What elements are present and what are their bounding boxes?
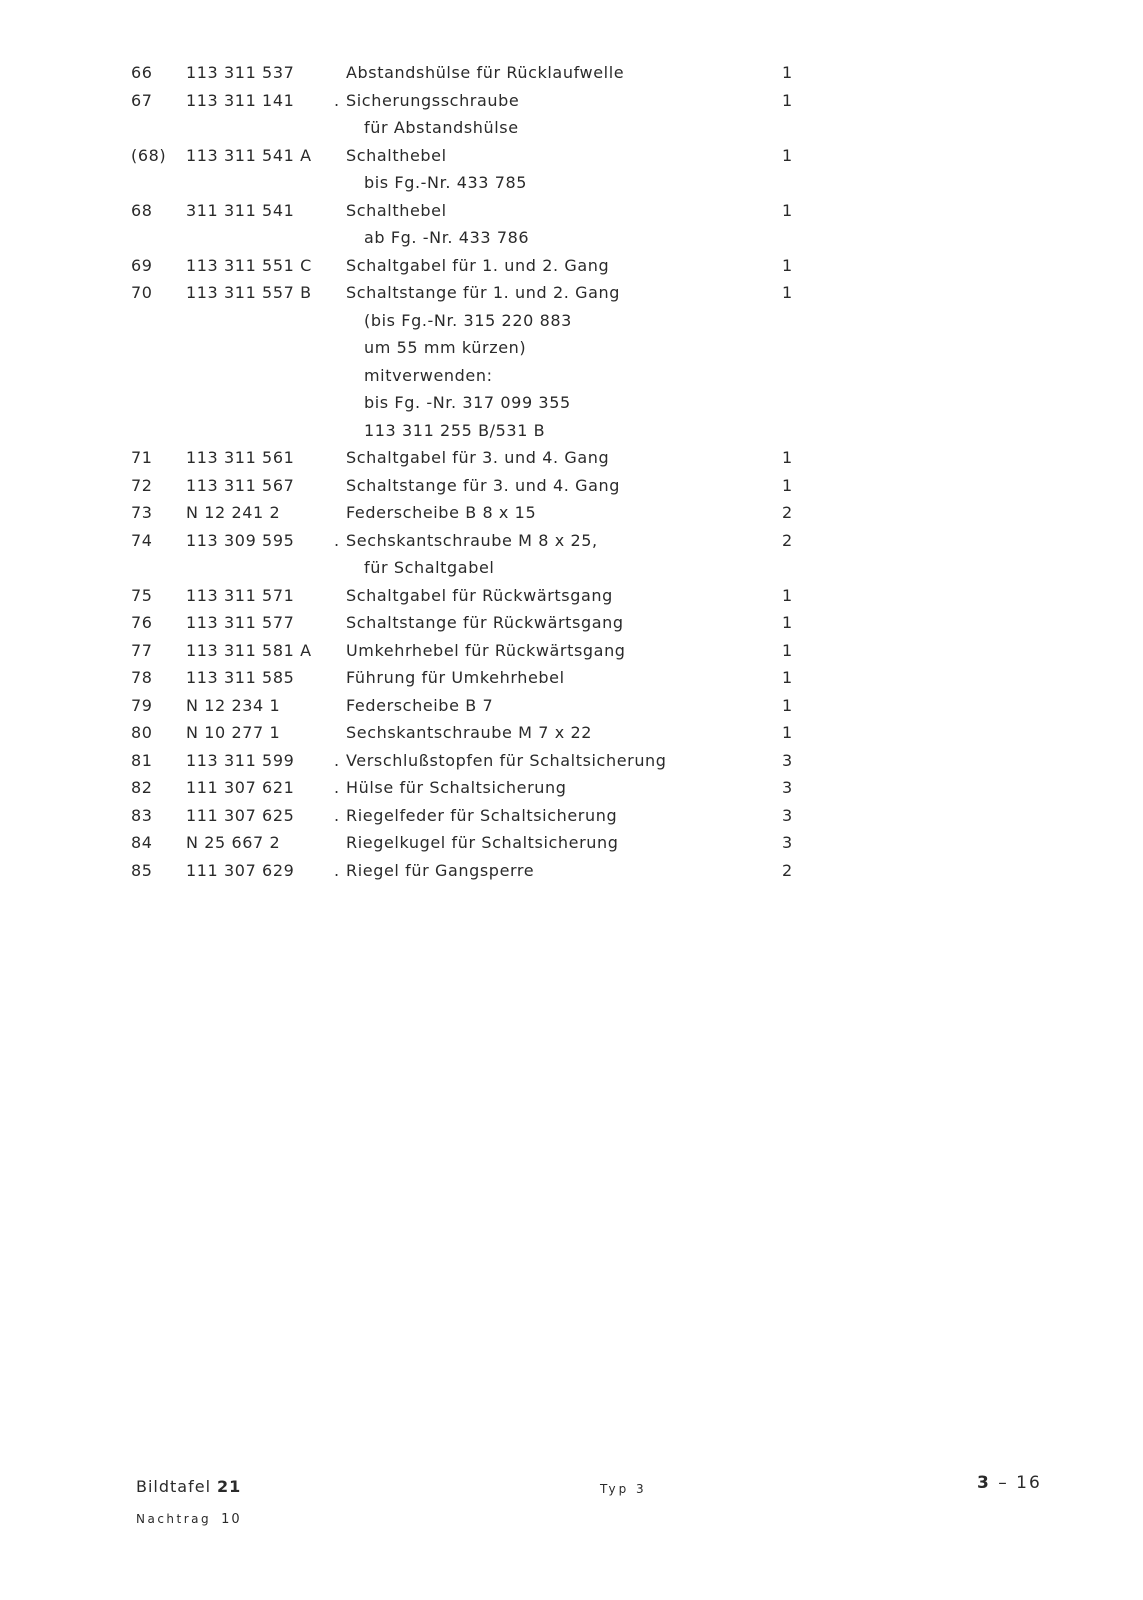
quantity: 1 [782, 585, 793, 605]
position-number: 73 [131, 503, 153, 522]
description: Riegel für Gangsperre [346, 860, 535, 880]
quantity: 1 [782, 90, 793, 110]
description: für Abstandshülse [364, 118, 519, 137]
description: Schaltstange für 3. und 4. Gang [346, 475, 621, 495]
description-cell [334, 802, 617, 830]
page-number [977, 1473, 1042, 1493]
table-row [0, 142, 1143, 170]
description-cell [364, 169, 527, 197]
part-number: N 12 241 2 [186, 503, 281, 522]
description-cell [334, 252, 609, 280]
position-number: 72 [131, 475, 153, 495]
description: Schaltstange für Rückwärtsgang [346, 613, 624, 632]
part-number: 113 311 571 [186, 585, 295, 605]
part-number: 111 307 629 [186, 860, 295, 880]
table-row [0, 527, 1143, 555]
table-row [0, 279, 1143, 307]
quantity: 1 [782, 255, 793, 275]
description-cell [364, 389, 571, 417]
table-row [0, 747, 1143, 775]
quantity: 1 [782, 200, 793, 220]
table-row [0, 829, 1143, 857]
description: Verschlußstopfen für Schaltsicherung [346, 750, 667, 770]
description-cell [364, 417, 545, 445]
table-row [0, 857, 1143, 885]
table-row [0, 609, 1143, 637]
position-number: (68) [131, 145, 167, 165]
table-row-continuation [0, 362, 1143, 390]
description: für Schaltgabel [364, 558, 495, 577]
description-cell [364, 224, 529, 252]
description-cell [334, 582, 613, 610]
supplement-label: Nachtrag [136, 1512, 212, 1526]
position-number: 74 [131, 530, 153, 550]
quantity: 1 [782, 695, 793, 715]
description: um 55 mm kürzen) [364, 338, 527, 357]
description-cell [334, 692, 493, 720]
quantity: 1 [782, 448, 793, 467]
position-number: 83 [131, 805, 153, 825]
description: Riegelkugel für Schaltsicherung [346, 833, 619, 852]
table-row-continuation [0, 389, 1143, 417]
position-number: 84 [131, 833, 153, 852]
table-row [0, 59, 1143, 87]
quantity: 1 [782, 283, 793, 302]
description: bis Fg.-Nr. 433 785 [364, 173, 528, 192]
table-row [0, 197, 1143, 225]
quantity: 1 [782, 613, 793, 632]
table-row [0, 774, 1143, 802]
part-number: 113 311 141 [186, 90, 295, 110]
description: Federscheibe B 8 x 15 [346, 503, 537, 522]
plate-label: Bildtafel [136, 1477, 212, 1496]
description-cell [334, 719, 592, 747]
description-cell [334, 279, 620, 307]
subitem-dot: . [334, 860, 340, 880]
description-cell [334, 499, 536, 527]
quantity: 1 [782, 723, 793, 742]
description-cell [334, 197, 447, 225]
part-number: N 25 667 2 [186, 833, 281, 852]
description: mitverwenden: [364, 365, 493, 385]
description: Schaltgabel für Rückwärtsgang [346, 585, 613, 605]
table-row-continuation [0, 169, 1143, 197]
position-number: 66 [131, 63, 153, 82]
table-row-continuation [0, 417, 1143, 445]
part-number: N 10 277 1 [186, 723, 281, 742]
description-cell [334, 637, 626, 665]
description: Sechskantschraube M 7 x 22 [346, 723, 593, 742]
part-number: 113 309 595 [186, 530, 295, 550]
part-number: 113 311 577 [186, 613, 295, 632]
part-number: 111 307 625 [186, 805, 295, 825]
description: Federscheibe B 7 [346, 695, 494, 715]
table-row [0, 664, 1143, 692]
table-row [0, 802, 1143, 830]
parts-list [0, 59, 1143, 884]
plate-reference [136, 1477, 241, 1496]
position-number: 68 [131, 200, 153, 220]
description: Schaltstange für 1. und 2. Gang [346, 283, 621, 302]
subitem-dot: . [334, 90, 340, 110]
part-number: 111 307 621 [186, 778, 295, 797]
type-label: Typ 3 [600, 1482, 647, 1496]
quantity: 3 [782, 805, 793, 825]
part-number: 311 311 541 [186, 200, 295, 220]
description: Schalthebel [346, 200, 447, 220]
quantity: 1 [782, 145, 793, 165]
description: Hülse für Schaltsicherung [346, 778, 567, 797]
part-number: 113 311 551 C [186, 255, 312, 275]
subitem-dot: . [334, 778, 340, 797]
description-cell [334, 857, 534, 885]
table-row [0, 472, 1143, 500]
table-row-continuation [0, 554, 1143, 582]
description: Sechskantschraube M 8 x 25, [346, 530, 598, 550]
quantity: 1 [782, 475, 793, 495]
description-cell [364, 554, 494, 582]
table-row-continuation [0, 114, 1143, 142]
table-row [0, 637, 1143, 665]
supplement-number: 10 [221, 1512, 242, 1527]
position-number: 85 [131, 860, 153, 880]
subitem-dot: . [334, 750, 340, 770]
part-number: 113 311 567 [186, 475, 295, 495]
quantity: 3 [782, 778, 793, 797]
description-cell [334, 664, 565, 692]
page-sub: 16 [1016, 1473, 1042, 1493]
position-number: 70 [131, 283, 153, 302]
description: 113 311 255 B/531 B [364, 420, 546, 440]
description-cell [334, 747, 667, 775]
description-cell [334, 142, 447, 170]
description: Schalthebel [346, 145, 447, 165]
part-number: N 12 234 1 [186, 695, 281, 715]
description: Schaltgabel für 1. und 2. Gang [346, 255, 610, 275]
plate-number: 21 [217, 1477, 242, 1496]
part-number: 113 311 581 A [186, 640, 312, 660]
supplement-reference [136, 1512, 242, 1527]
description-cell [364, 334, 526, 362]
description-cell [364, 307, 572, 335]
description-cell [334, 87, 519, 115]
description-cell [334, 774, 567, 802]
quantity: 2 [782, 503, 793, 522]
description-cell [334, 527, 598, 555]
position-number: 76 [131, 613, 153, 632]
quantity: 3 [782, 833, 793, 852]
part-number: 113 311 537 [186, 63, 295, 82]
description-cell [364, 362, 493, 390]
description: Riegelfeder für Schaltsicherung [346, 805, 618, 825]
table-row [0, 692, 1143, 720]
quantity: 1 [782, 63, 793, 82]
description: Schaltgabel für 3. und 4. Gang [346, 448, 610, 467]
description-cell [364, 114, 519, 142]
quantity: 2 [782, 530, 793, 550]
part-number: 113 311 541 A [186, 145, 312, 165]
description-cell [334, 59, 624, 87]
position-number: 79 [131, 695, 153, 715]
table-row-continuation [0, 224, 1143, 252]
table-row [0, 87, 1143, 115]
table-row [0, 444, 1143, 472]
description: bis Fg. -Nr. 317 099 355 [364, 393, 571, 412]
description-cell [334, 472, 620, 500]
table-row [0, 499, 1143, 527]
description: (bis Fg.-Nr. 315 220 883 [364, 310, 572, 330]
description: Führung für Umkehrhebel [346, 668, 565, 687]
quantity: 1 [782, 640, 793, 660]
table-row [0, 582, 1143, 610]
part-number: 113 311 561 [186, 448, 295, 467]
part-number: 113 311 599 [186, 750, 295, 770]
table-row-continuation [0, 307, 1143, 335]
subitem-dot: . [334, 530, 340, 550]
position-number: 77 [131, 640, 153, 660]
position-number: 75 [131, 585, 153, 605]
table-row [0, 719, 1143, 747]
part-number: 113 311 585 [186, 668, 295, 687]
page-separator: – [998, 1473, 1009, 1493]
description-cell [334, 829, 619, 857]
quantity: 1 [782, 668, 793, 687]
position-number: 82 [131, 778, 153, 797]
description: Umkehrhebel für Rückwärtsgang [346, 640, 626, 660]
table-row-continuation [0, 334, 1143, 362]
position-number: 78 [131, 668, 153, 687]
subitem-dot: . [334, 805, 340, 825]
description: Sicherungsschraube [346, 90, 520, 110]
quantity: 2 [782, 860, 793, 880]
position-number: 81 [131, 750, 153, 770]
position-number: 69 [131, 255, 153, 275]
description-cell [334, 444, 609, 472]
quantity: 3 [782, 750, 793, 770]
description: ab Fg. -Nr. 433 786 [364, 228, 530, 247]
part-number: 113 311 557 B [186, 283, 312, 302]
description-cell [334, 609, 624, 637]
page-section: 3 [977, 1473, 991, 1493]
position-number: 80 [131, 723, 153, 742]
position-number: 67 [131, 90, 153, 110]
table-row [0, 252, 1143, 280]
description: Abstandshülse für Rücklaufwelle [346, 63, 625, 82]
position-number: 71 [131, 448, 153, 467]
